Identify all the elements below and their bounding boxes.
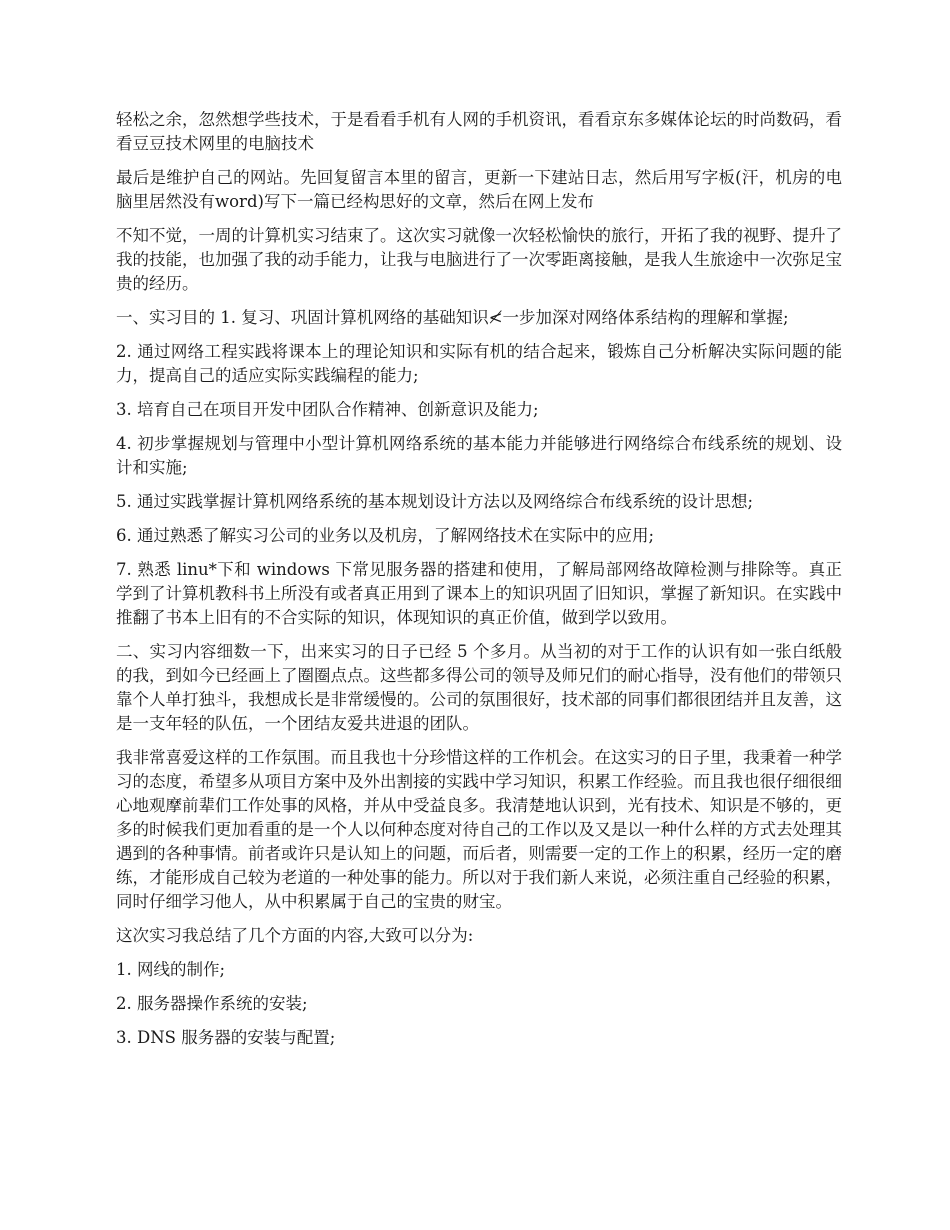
paragraph-work-atmosphere: 我非常喜爱这样的工作氛围。而且我也十分珍惜这样的工作机会。在这实习的日子里，我秉着一种学习的态度，希望多从项目方案中及外出割接的实践中学习知识，积累工作经验。而且我也很仔细很细心地观摩前辈们工作处事的风格，并从中受益良多。我清楚地认识到，光有技术、知识是不够的，更多的时候我们更加看重的是一个人以何种态度对待自己的工作以及又是以一种什么样的方式去处理其遇到的各种事情。前者或许只是认知上的问题，而后者，则需要一定的工作上的积累，经历一定的磨练，才能形成自己较为老道的一种处事的能力。所以对于我们新人来说，必须注重自己经验的积累，同时仔细学习他人，从中积累属于自己的宝贵的财宝。 bbox=[116, 748, 842, 911]
list-item-server-os: 2. 服务器操作系统的安装; bbox=[116, 994, 308, 1013]
paragraph-website-maintenance: 最后是维护自己的网站。先回复留言本里的留言，更新一下建站日志，然后用写字板(汗，机房的电脑里居然没有word)写下一篇已经构思好的文章，然后在网上发布 bbox=[116, 168, 842, 211]
document-page bbox=[116, 108, 842, 1060]
list-item-cable: 1. 网线的制作; bbox=[116, 960, 226, 979]
paragraph-content-intro: 二、实习内容细数一下，出来实习的日子已经 5 个多月。从当初的对于工作的认识有如一张白纸般的我，到如今已经画上了圈圈点点。这些都多得公司的领导及师兄们的耐心指导，没有他们的带领只靠个人单打独斗，我想成长是非常缓慢的。公司的氛围很好，技术部的同事们都很团结并且友善，这是一支年轻的队伍，一个团结友爱共进退的团队。 bbox=[116, 642, 842, 733]
paragraph-week-summary: 不知不觉，一周的计算机实习结束了。这次实习就像一次轻松愉快的旅行，开拓了我的视野、提升了我的技能，也加强了我的动手能力，让我与电脑进行了一次零距离接触，是我人生旅途中一次弥足宝贵的经历。 bbox=[116, 226, 842, 293]
paragraph-purpose-2: 2. 通过网络工程实践将课本上的理论知识和实际有机的结合起来，锻炼自己分析解决实际问题的能力，提高自己的适应实际实践编程的能力; bbox=[116, 342, 842, 385]
list-item-dns: 3. DNS 服务器的安装与配置; bbox=[116, 1028, 336, 1047]
paragraph-purpose-5: 5. 通过实践掌握计算机网络系统的基本规划设计方法以及网络综合布线系统的设计思想; bbox=[116, 492, 754, 511]
paragraph-purpose-3: 3. 培育自己在项目开发中团队合作精神、创新意识及能力; bbox=[116, 400, 539, 419]
paragraph-intro-leisure: 轻松之余，忽然想学些技术，于是看看手机有人网的手机资讯，看看京东多媒体论坛的时尚数码，看看豆豆技术网里的电脑技术 bbox=[116, 110, 842, 153]
paragraph-purpose-1: 一、实习目的 1. 复习、巩固计算机网络的基础知识≮一步加深对网络体系结构的理解和掌握; bbox=[116, 308, 789, 327]
paragraph-purpose-6: 6. 通过熟悉了解实习公司的业务以及机房，了解网络技术在实际中的应用; bbox=[116, 526, 655, 545]
paragraph-purpose-7: 7. 熟悉 linu*下和 windows 下常见服务器的搭建和使用，了解局部网络故障检测与排除等。真正学到了计算机教科书上所没有或者真正用到了课本上的知识巩固了旧知识，掌握了新知识。在实践中推翻了书本上旧有的不合实际的知识，体现知识的真正价值，做到学以致用。 bbox=[116, 560, 842, 627]
paragraph-summary-lead: 这次实习我总结了几个方面的内容,大致可以分为: bbox=[116, 926, 474, 945]
paragraph-purpose-4: 4. 初步掌握规划与管理中小型计算机网络系统的基本能力并能够进行网络综合布线系统的规划、设计和实施; bbox=[116, 434, 842, 477]
